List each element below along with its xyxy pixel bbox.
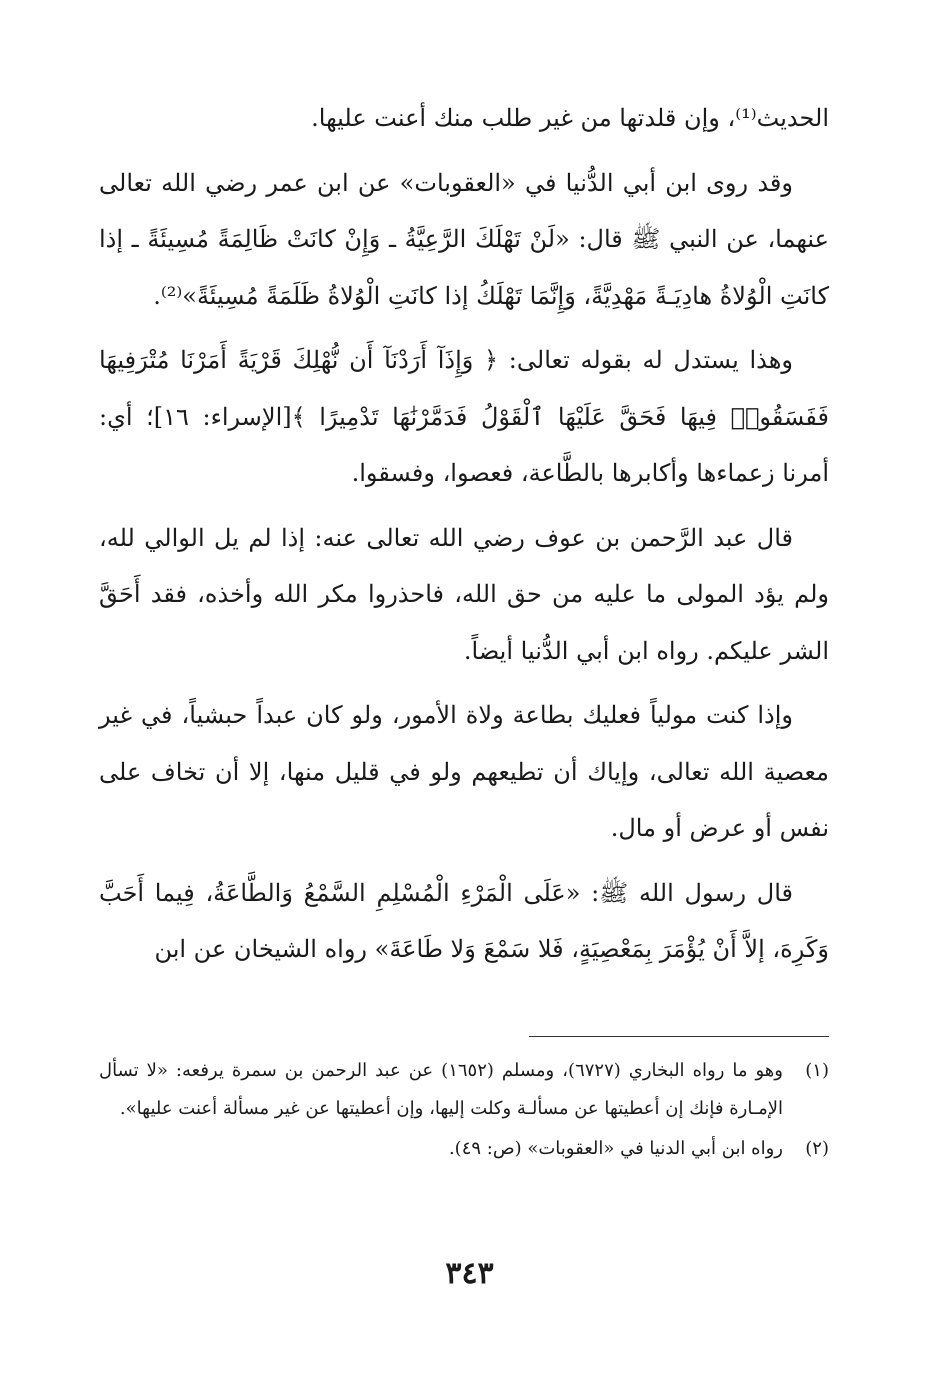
paragraph-6: قال رسول الله ﷺ: «عَلَى الْمَرْءِ الْمُسْلِمِ السَّمْعُ وَالطَّاعَةُ، فِيما أَحَبَّ وَكَرِهَ، إلاَّ أَنْ يُؤْمَرَ بِمَعْصِيَةٍ، فَلا سَمْعَ وَلا طَاعَةَ» رواه الشيخان عن ابن <box>99 878 829 963</box>
page-number: ٣٤٣ <box>445 1256 494 1291</box>
paragraph-4: قال عبد الرَّحمن بن عوف رضي الله تعالى عنه: إذا لم يل الوالي لله، ولم يؤد المولى ما عليه من حق الله، فاحذروا مكر الله وأخذه، فقد أَحَقَّ الشر عليكم. رواه ابن أبي الدُّنيا أيضاً. <box>99 523 829 665</box>
footnote-text: رواه ابن أبي الدنيا في «العقوبات» (ص: ٤٩). <box>448 1138 783 1159</box>
footnotes <box>99 1052 829 1170</box>
paragraph-1: الحديث⁽¹⁾، وإن قلدتها من غير طلب منك أعنت عليها. <box>311 104 829 132</box>
footnote-separator <box>529 1036 829 1037</box>
footnote-number: (٢) <box>805 1138 829 1159</box>
paragraph-3: وهذا يستدل له بقوله تعالى: ﴿ وَإِذَآ أَرَدْنَآ أَن نُّهْلِكَ قَرْيَةً أَمَرْنَا مُتْرَفِيهَا فَفَسَقُوا۟ فِيهَا فَحَقَّ عَلَيْهَا ٱلْقَوْلُ فَدَمَّرْنَٰهَا تَدْمِيرًا ﴾[الإسراء: ١٦]؛ أي: أمرنا زعماءها وأكابرها بالطَّاعة، فعصوا، وفسقوا. <box>99 346 829 487</box>
footnote-number: (١) <box>805 1060 829 1081</box>
footnote-2 <box>99 1130 829 1168</box>
footnote-1 <box>99 1052 829 1128</box>
paragraph-5: وإذا كنت مولياً فعليك بطاعة ولاة الأمور، ولو كان عبداً حبشياً، في غير معصية الله تعالى، وإياك أن تطيعهم ولو في قليل منها، إلا أن تخاف على نفس أو عرض أو مال. <box>99 701 829 842</box>
footnote-text: وهو ما رواه البخاري (٦٧٢٧)، ومسلم (١٦٥٢) عن عبد الرحمن بن سمرة يرفعه: «لا تسأل الإمـارة فإنك إن أعطيتها عن مسألـة وكلت إليها، وإن أعطيتها عن غير مسألة أعنت عليها». <box>99 1060 783 1119</box>
main-text <box>99 90 829 986</box>
paragraph-2: وقد روى ابن أبي الدُّنيا في «العقوبات» عن ابن عمر رضي الله تعالى عنهما، عن النبي ﷺ قال: «لَنْ تَهْلَكَ الرَّعِيَّةُ ـ وَإِنْ كانَتْ ظَالِمَةً مُسِيئَةً ـ إذا كانَتِ الْوُلاةُ هادِيَـةً مَهْدِيَّةً، وَإِنَّمَا تَهْلَكُ إذا كانَتِ الْوُلاةُ ظَلَمَةً مُسِيئَةً»⁽²⁾. <box>99 168 829 310</box>
